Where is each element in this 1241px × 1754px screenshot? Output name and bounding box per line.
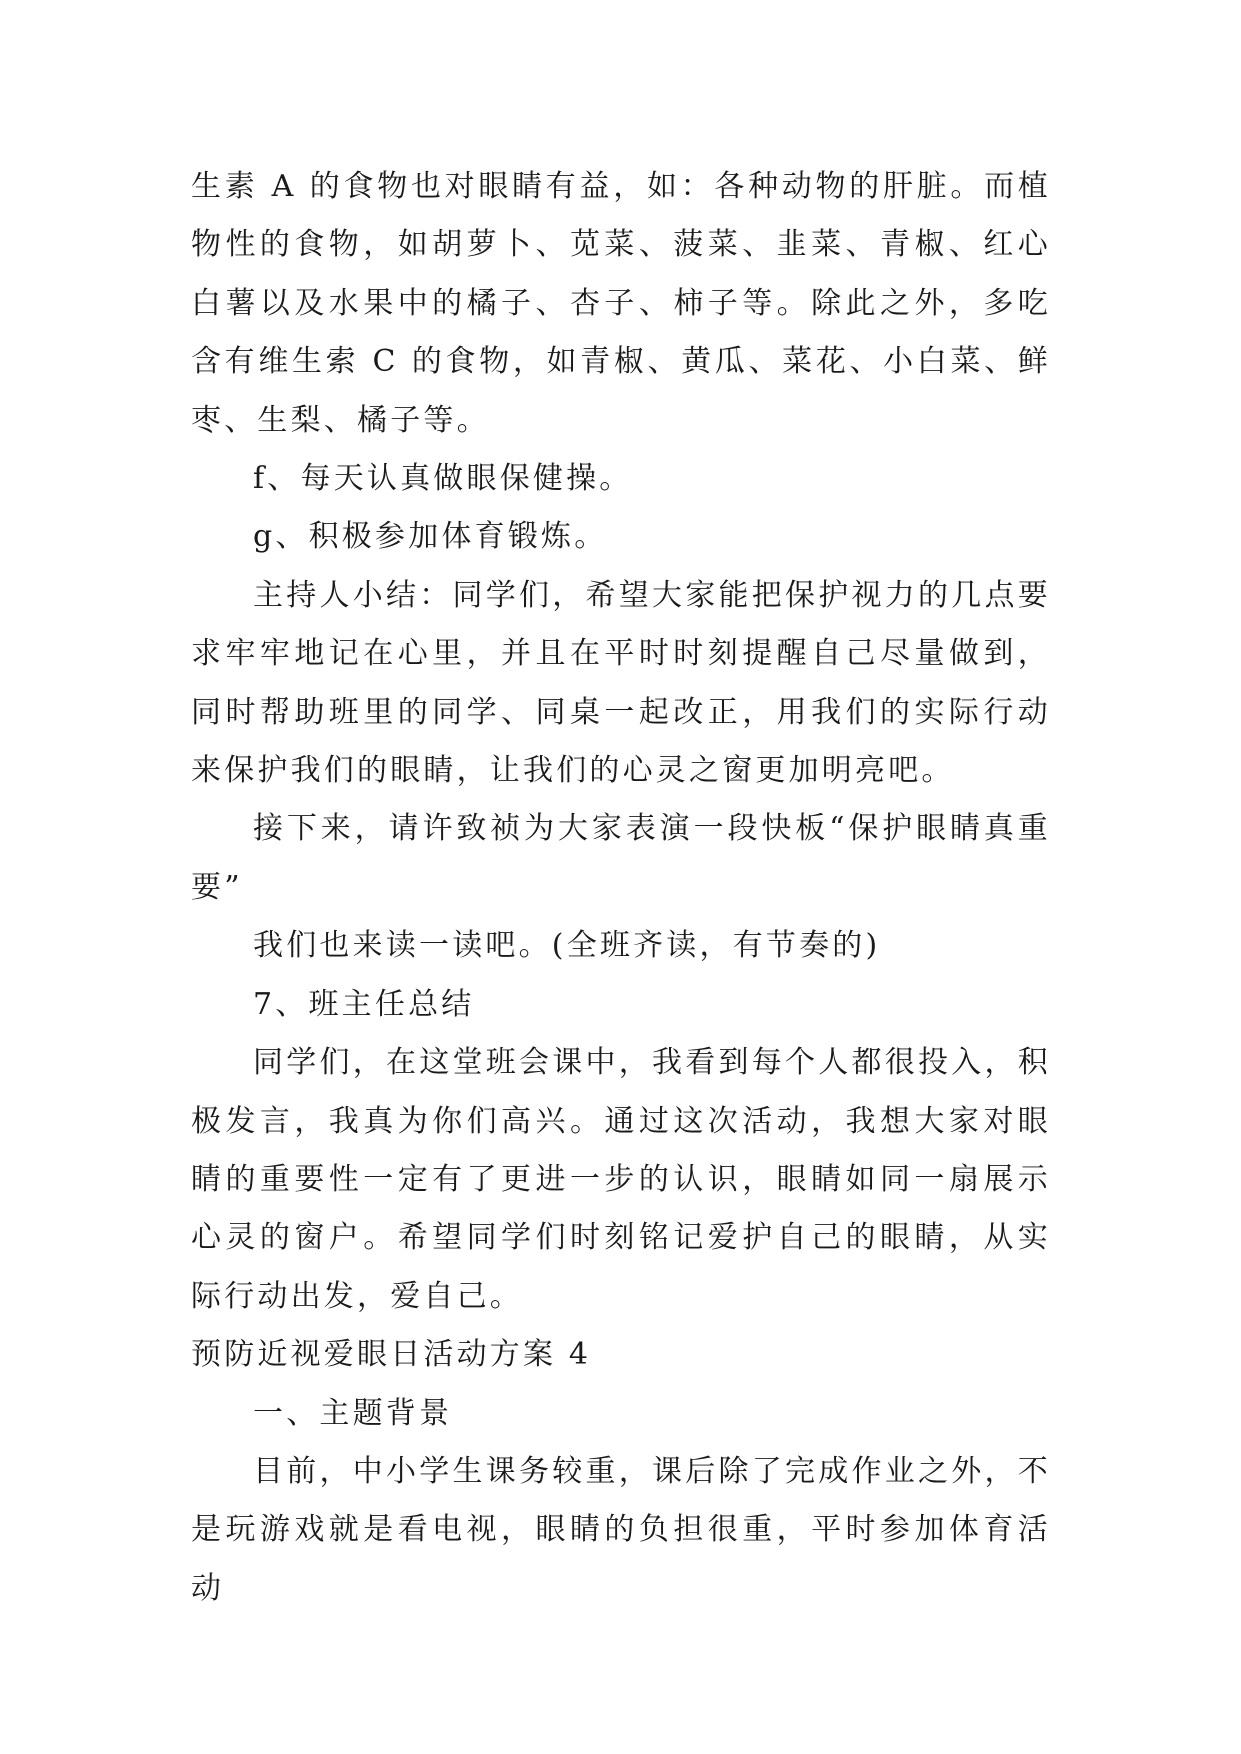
paragraph-physical-exercise: g、积极参加体育锻炼。 — [253, 519, 608, 555]
section-heading-teacher-summary: 7、班主任总结 — [253, 986, 475, 1022]
paragraph-eye-exercises: f、每天认真做眼保健操。 — [253, 461, 633, 497]
paragraph-teacher-summary: 同学们，在这堂班会课中，我看到每个人都很投入，积极发言，我真为你们高兴。通过这次活动，我想大家对眼睛的重要性一定有了更进一步的认识，眼睛如同一扇展示心灵的窗户。希望同学们时刻铭记爱护自己的眼睛，从实际行动出发，爱自己。 — [191, 1045, 1051, 1314]
document-body — [191, 158, 1051, 1618]
paragraph-performance-intro: 接下来，请许致祯为大家表演一段快板“保护眼睛真重要” — [191, 811, 1051, 905]
paragraph-vitamin-foods: 生素 A 的食物也对眼睛有益，如：各种动物的肝脏。而植物性的食物，如胡萝卜、苋菜、菠菜、韭菜、青椒、红心白薯以及水果中的橘子、杏子、柿子等。除此之外，多吃含有维生索 C 的食物，如青椒、黄瓜、菜花、小白菜、鲜枣、生梨、橘子等。 — [191, 169, 1051, 438]
section-heading-background: 一、主题背景 — [253, 1395, 453, 1431]
paragraph-read-together: 我们也来读一读吧。(全班齐读，有节奏的) — [253, 928, 881, 964]
plan-title: 预防近视爱眼日活动方案 4 — [191, 1337, 592, 1373]
paragraph-host-summary: 主持人小结：同学们，希望大家能把保护视力的几点要求牢牢地记在心里，并且在平时时刻提醒自己尽量做到，同时帮助班里的同学、同桌一起改正，用我们的实际行动来保护我们的眼睛，让我们的心灵之窗更加明亮吧。 — [191, 577, 1051, 789]
paragraph-background: 目前，中小学生课务较重，课后除了完成作业之外，不是玩游戏就是看电视，眼睛的负担很重，平时参加体育活动 — [191, 1453, 1051, 1606]
